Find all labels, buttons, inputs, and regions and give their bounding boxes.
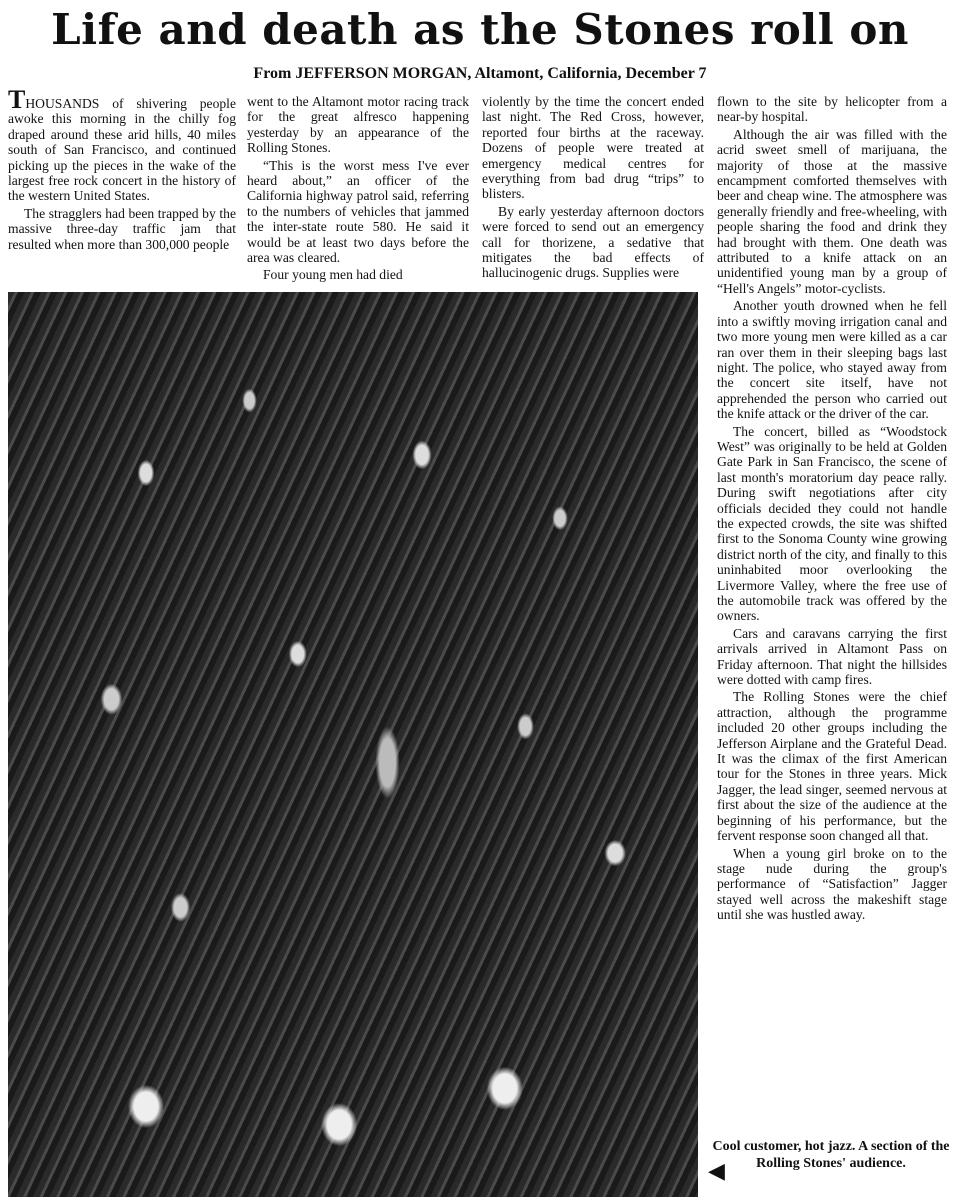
paragraph: Cars and caravans carrying the first arrivals arrived in Altamont Pass on Friday afternoon. That night the hillsides were dotted with camp fires.: [717, 625, 947, 688]
article-column-1: [8, 85, 236, 252]
paragraph: The stragglers had been trapped by the massive three-day traffic jam that resulted when more than 300,000 people: [8, 205, 236, 252]
paragraph: When a young girl broke on to the stage nude during the group's performance of “Satisfaction” Jagger stayed well across the makeshift stage until she was hustled away.: [717, 845, 947, 923]
caption-text: Cool customer, hot jazz. A section of the Rolling Stones' audience.: [712, 1139, 950, 1171]
crowd-photo: [8, 292, 698, 1197]
drop-cap: T: [8, 85, 26, 114]
article-column-4: [717, 94, 947, 923]
paragraph: flown to the site by helicopter from a near-by hospital.: [717, 94, 947, 125]
paragraph: Another youth drowned when he fell into a swiftly moving irrigation canal and two more young men were killed as a car ran over them in their sleeping bags last night. The police, who stayed away from the concert site itself, have not apprehended the person who carried out the knife attack or the driver of the car.: [717, 298, 947, 422]
byline: From JEFFERSON MORGAN, Altamont, California, December 7: [253, 65, 707, 82]
paragraph-text: HOUSANDS of shivering people awoke this morning in the chilly fog draped around these arid hills, 40 miles south of San Francisco, and continued picking up the pieces in the wake of the largest free rock concert in the history of the western United States.: [8, 96, 236, 204]
paragraph: went to the Altamont motor racing track for the great alfresco happening yesterday by an appearance of the Rolling Stones.: [247, 94, 469, 156]
article-column-3: [482, 94, 704, 281]
photo-caption: [708, 1138, 950, 1183]
paragraph: By early yesterday afternoon doctors were forced to send out an emergency call for thorizene, a sedative that mitigates the bad effects of hallucinogenic drugs. Supplies were: [482, 203, 704, 281]
headline: Life and death as the Stones roll on: [51, 5, 909, 54]
paragraph: Although the air was filled with the acrid sweet smell of marijuana, the majority of those at the massive encampment comforted themselves with beer and cheap wine. The atmosphere was generally friendly and free-wheeling, with people sharing the food and drink they had brought with them. One death was attributed to a knife attack on an unidentified young man by a group of “Hell's Angels” motor-cyclists.: [717, 126, 947, 296]
paragraph: violently by the time the concert ended last night. The Red Cross, however, reported four births at the raceway. Dozens of people were treated at emergency medical centres for everything from bad drug “trips” to blisters.: [482, 94, 704, 202]
paragraph: “This is the worst mess I've ever heard about,” an officer of the California highway patrol said, referring to the numbers of vehicles that jammed the inter-state route 580. He said it would be at least two days before the area was cleared.: [247, 157, 469, 266]
paragraph: [8, 85, 236, 204]
article-column-2: [247, 94, 469, 283]
caption-arrow-icon: ◀: [708, 1158, 725, 1183]
paragraph: The concert, billed as “Woodstock West” was originally to be held at Golden Gate Park in San Francisco, the scene of last month's moratorium day peace rally. During swift negotiations after city officials decided they could not handle the expected crowds, the site was shifted first to the Sonoma County wine growing district north of the city, and finally to this uninhabited moor overlooking the Livermore Valley, where the free use of the automobile track was offered by the owners.: [717, 423, 947, 624]
paragraph: The Rolling Stones were the chief attraction, although the programme included 20 other groups including the Jefferson Airplane and the Grateful Dead. It was the climax of the first American tour for the Stones in three years. Mick Jagger, the lead singer, seemed nervous at first about the size of the audience at the beginning of his performance, but the fervent response soon changed all that.: [717, 689, 947, 844]
paragraph: Four young men had died: [263, 267, 403, 283]
